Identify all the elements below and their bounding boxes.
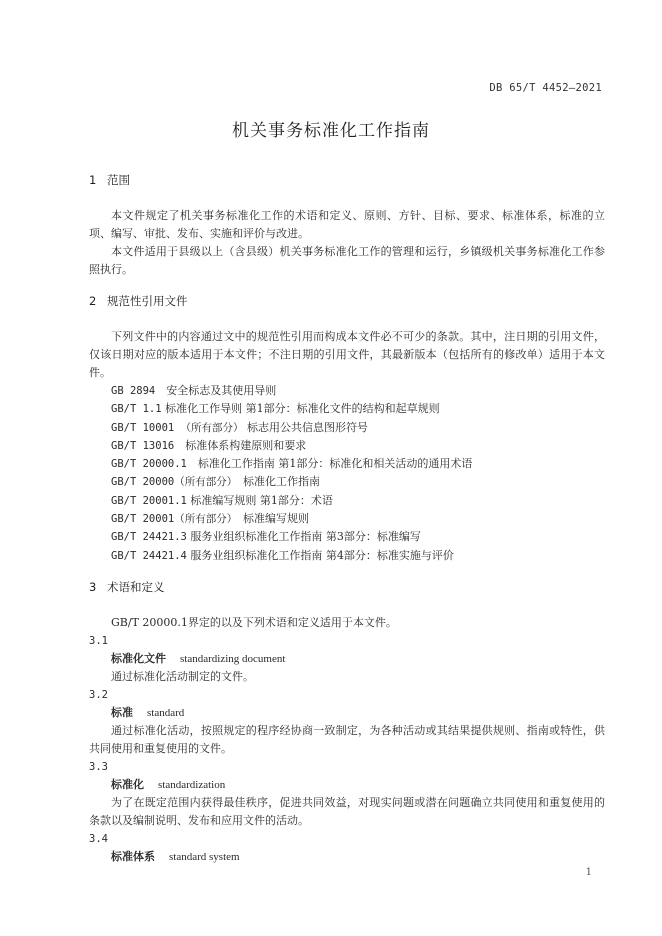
reference-title: 标准化工作导则 第1部分：标准化文件的结构和起草规则 xyxy=(165,402,440,416)
reference-title: 安全标志及其使用导则 xyxy=(166,384,277,397)
scope-paragraph: 本文件适用于县级以上（含县级）机关事务标准化工作的管理和运行，乡镇级机关事务标准化工作参照执行。 xyxy=(89,245,605,276)
section-title: 规范性引用文件 xyxy=(107,294,188,308)
term-name-zh: 标准化 xyxy=(111,777,144,791)
term-name-en: standardization xyxy=(158,778,226,791)
term-number: 3.1 xyxy=(89,634,108,647)
reference-item xyxy=(89,547,605,565)
section-title: 范围 xyxy=(107,173,130,187)
term-name xyxy=(89,848,605,866)
reference-code: GB/T 20001.1 xyxy=(111,494,187,507)
reference-code: GB/T 10001 （所有部分） xyxy=(111,421,244,434)
reference-item xyxy=(89,528,605,546)
reference-title: 标准化工作指南 第1部分：标准化和相关活动的通用术语 xyxy=(197,457,473,471)
reference-title: 服务业组织标准化工作指南 第3部分：标准编写 xyxy=(190,530,421,544)
reference-title: 标准化工作指南 xyxy=(242,475,320,489)
term-name-zh: 标准体系 xyxy=(111,849,155,863)
references-intro: 下列文件中的内容通过文中的规范性引用而构成本文件必不可少的条款。其中，注日期的引用文件，仅该日期对应的版本适用于本文件；不注日期的引用文件，其最新版本（包括所有的修改单）适用于本文件。 xyxy=(89,330,605,379)
scope-paragraph: 本文件规定了机关事务标准化工作的术语和定义、原则、方针、目标、要求、标准体系，标准的立项、编写、审批、发布、实施和评价与改进。 xyxy=(89,209,605,240)
reference-title: 标准编写规则 xyxy=(242,512,309,526)
section-1-heading xyxy=(89,172,605,188)
term-name-zh: 标准 xyxy=(111,705,133,719)
term-number: 3.4 xyxy=(89,832,108,845)
term-name xyxy=(89,704,605,722)
reference-item xyxy=(89,437,605,455)
terms-intro: GB/T 20000.1界定的以及下列术语和定义适用于本文件。 xyxy=(111,615,397,629)
document-title: 机关事务标准化工作指南 xyxy=(232,121,430,141)
reference-title: 标准体系构建原则和要求 xyxy=(185,438,307,452)
section-number: 2 xyxy=(89,294,97,308)
reference-code: GB/T 1.1 xyxy=(111,403,162,416)
term-name-en: standardizing document xyxy=(180,652,286,665)
section-number: 3 xyxy=(89,579,97,594)
reference-code: GB/T 24421.3 xyxy=(111,531,187,544)
term-definition: 通过标准化活动制定的文件。 xyxy=(111,669,254,683)
reference-item xyxy=(89,419,605,437)
term-name-zh: 标准化文件 xyxy=(111,651,166,665)
section-2-heading xyxy=(89,293,605,309)
reference-item xyxy=(89,400,605,418)
reference-item xyxy=(89,510,605,528)
reference-code: GB/T 13016 xyxy=(111,439,175,452)
term-name xyxy=(89,776,605,794)
section-title: 术语和定义 xyxy=(107,579,165,594)
reference-code: GB 2894 xyxy=(111,385,156,397)
page-number: 1 xyxy=(585,867,592,878)
reference-item xyxy=(89,473,605,491)
reference-code: GB/T 20001（所有部分） xyxy=(111,513,232,526)
term-name-en: standard system xyxy=(169,850,240,863)
reference-title: 服务业组织标准化工作指南 第4部分：标准实施与评价 xyxy=(190,548,454,562)
term-name-en: standard xyxy=(147,706,185,719)
term-definition: 通过标准化活动，按照规定的程序经协商一致制定，为各种活动或其结果提供规则、指南或特性，供共同使用和重复使用的文件。 xyxy=(89,723,605,755)
document-code: DB 65/T 4452—2021 xyxy=(489,82,602,94)
document-body xyxy=(89,172,605,866)
reference-code: GB/T 20000.1 xyxy=(111,458,187,471)
reference-title: 标准编写规则 第1部分：术语 xyxy=(190,493,333,507)
term-number: 3.3 xyxy=(89,760,108,773)
reference-title: 标志用公共信息图形符号 xyxy=(247,420,369,434)
reference-code: GB/T 24421.4 xyxy=(111,549,187,562)
section-number: 1 xyxy=(89,173,97,187)
term-name xyxy=(89,650,605,668)
section-3-heading xyxy=(89,579,605,595)
reference-item xyxy=(89,382,605,400)
term-number: 3.2 xyxy=(89,688,108,701)
term-definition: 为了在既定范围内获得最佳秩序，促进共同效益，对现实问题或潜在问题确立共同使用和重复使用的条款以及编制说明、发布和应用文件的活动。 xyxy=(89,795,605,827)
reference-code: GB/T 20000（所有部分） xyxy=(111,476,232,489)
reference-item xyxy=(89,455,605,473)
reference-item xyxy=(89,492,605,510)
